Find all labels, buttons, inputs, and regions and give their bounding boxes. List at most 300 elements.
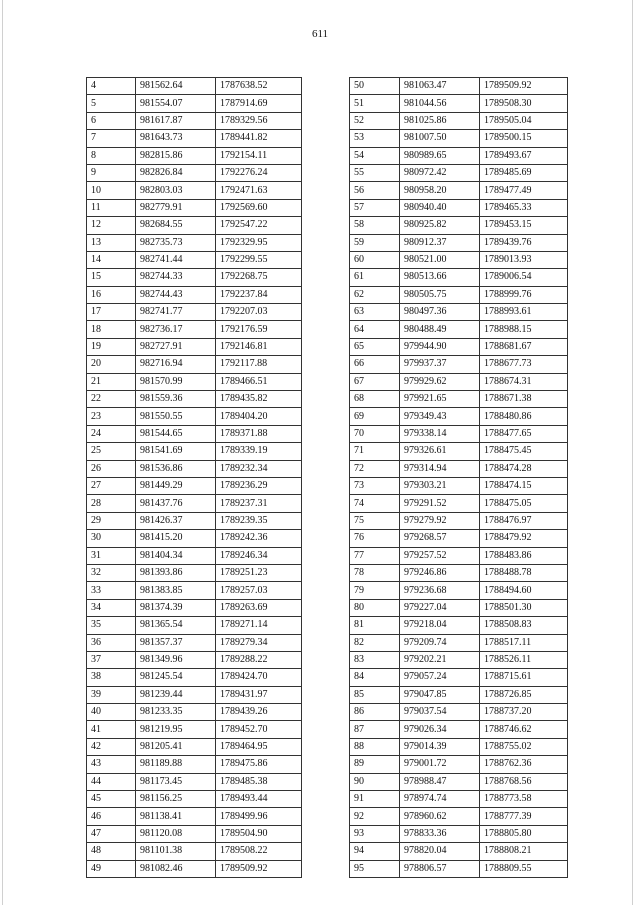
point-number-cell: 77 [350,547,400,564]
y-coordinate-cell: 1788494.60 [480,582,568,599]
table-row [350,669,568,686]
x-coordinate-cell: 982826.84 [136,164,216,181]
point-number-cell: 12 [87,217,136,234]
x-coordinate-cell: 981357.37 [136,634,216,651]
table-row [87,530,302,547]
x-coordinate-cell: 978988.47 [400,773,480,790]
table-row [350,147,568,164]
table-row [87,147,302,164]
y-coordinate-cell: 1789424.70 [216,669,302,686]
y-coordinate-cell: 1792207.03 [216,304,302,321]
x-coordinate-cell: 981559.36 [136,391,216,408]
coordinate-table-left [86,77,302,878]
y-coordinate-cell: 1787914.69 [216,95,302,112]
point-number-cell: 8 [87,147,136,164]
y-coordinate-cell: 1789251.23 [216,564,302,581]
table-row [87,860,302,877]
x-coordinate-cell: 982735.73 [136,234,216,251]
point-number-cell: 15 [87,269,136,286]
point-number-cell: 70 [350,425,400,442]
x-coordinate-cell: 979218.04 [400,617,480,634]
point-number-cell: 64 [350,321,400,338]
point-number-cell: 59 [350,234,400,251]
y-coordinate-cell: 1789464.95 [216,738,302,755]
point-number-cell: 66 [350,356,400,373]
point-number-cell: 34 [87,599,136,616]
y-coordinate-cell: 1789466.51 [216,373,302,390]
y-coordinate-cell: 1788508.83 [480,617,568,634]
x-coordinate-cell: 979268.57 [400,530,480,547]
y-coordinate-cell: 1792471.63 [216,182,302,199]
table-row [87,651,302,668]
point-number-cell: 57 [350,199,400,216]
point-number-cell: 75 [350,512,400,529]
table-row [350,477,568,494]
y-coordinate-cell: 1789505.04 [480,112,568,129]
y-coordinate-cell: 1788488.78 [480,564,568,581]
x-coordinate-cell: 981643.73 [136,130,216,147]
x-coordinate-cell: 980513.66 [400,269,480,286]
y-coordinate-cell: 1788805.80 [480,825,568,842]
x-coordinate-cell: 981205.41 [136,738,216,755]
table-row [350,321,568,338]
table-row [87,408,302,425]
x-coordinate-cell: 981617.87 [136,112,216,129]
y-coordinate-cell: 1789339.19 [216,443,302,460]
y-coordinate-cell: 1788474.28 [480,460,568,477]
y-coordinate-cell: 1789404.20 [216,408,302,425]
point-number-cell: 81 [350,617,400,634]
y-coordinate-cell: 1789439.26 [216,704,302,721]
point-number-cell: 93 [350,825,400,842]
point-number-cell: 39 [87,686,136,703]
table-row [350,721,568,738]
table-row [87,773,302,790]
x-coordinate-cell: 981393.86 [136,564,216,581]
table-row [350,738,568,755]
table-row [350,199,568,216]
x-coordinate-cell: 978960.62 [400,808,480,825]
x-coordinate-cell: 981404.34 [136,547,216,564]
table-row [350,338,568,355]
x-coordinate-cell: 980940.40 [400,199,480,216]
x-coordinate-cell: 981044.56 [400,95,480,112]
x-coordinate-cell: 979338.14 [400,425,480,442]
point-number-cell: 25 [87,443,136,460]
y-coordinate-cell: 1789013.93 [480,251,568,268]
y-coordinate-cell: 1789441.82 [216,130,302,147]
x-coordinate-cell: 980497.36 [400,304,480,321]
point-number-cell: 33 [87,582,136,599]
x-coordinate-cell: 979026.34 [400,721,480,738]
table-row [87,617,302,634]
table-row [350,443,568,460]
point-number-cell: 19 [87,338,136,355]
x-coordinate-cell: 982684.55 [136,217,216,234]
x-coordinate-cell: 979047.85 [400,686,480,703]
point-number-cell: 82 [350,634,400,651]
table-row [87,304,302,321]
table-row [87,477,302,494]
table-row [350,773,568,790]
x-coordinate-cell: 981449.29 [136,477,216,494]
y-coordinate-cell: 1792117.88 [216,356,302,373]
table-row [350,756,568,773]
x-coordinate-cell: 981156.25 [136,791,216,808]
point-number-cell: 31 [87,547,136,564]
table-row [350,130,568,147]
point-number-cell: 91 [350,791,400,808]
point-number-cell: 5 [87,95,136,112]
point-number-cell: 85 [350,686,400,703]
y-coordinate-cell: 1792268.75 [216,269,302,286]
y-coordinate-cell: 1789453.15 [480,217,568,234]
x-coordinate-cell: 978820.04 [400,843,480,860]
table-row [87,112,302,129]
table-row [350,634,568,651]
y-coordinate-cell: 1789508.30 [480,95,568,112]
table-row [350,112,568,129]
y-coordinate-cell: 1789509.92 [480,78,568,95]
x-coordinate-cell: 981437.76 [136,495,216,512]
y-coordinate-cell: 1788762.36 [480,756,568,773]
table-row [87,391,302,408]
table-row [350,547,568,564]
x-coordinate-cell: 979236.68 [400,582,480,599]
table-row [350,495,568,512]
y-coordinate-cell: 1788768.56 [480,773,568,790]
y-coordinate-cell: 1788517.11 [480,634,568,651]
point-number-cell: 78 [350,564,400,581]
x-coordinate-cell: 980972.42 [400,164,480,181]
y-coordinate-cell: 1788777.39 [480,808,568,825]
y-coordinate-cell: 1789485.69 [480,164,568,181]
point-number-cell: 53 [350,130,400,147]
y-coordinate-cell: 1788671.38 [480,391,568,408]
table-row [87,78,302,95]
point-number-cell: 30 [87,530,136,547]
point-number-cell: 88 [350,738,400,755]
y-coordinate-cell: 1789237.31 [216,495,302,512]
y-coordinate-cell: 1788476.97 [480,512,568,529]
y-coordinate-cell: 1788477.65 [480,425,568,442]
y-coordinate-cell: 1792276.24 [216,164,302,181]
x-coordinate-cell: 981365.54 [136,617,216,634]
y-coordinate-cell: 1789431.97 [216,686,302,703]
point-number-cell: 44 [87,773,136,790]
x-coordinate-cell: 982741.44 [136,251,216,268]
point-number-cell: 65 [350,338,400,355]
y-coordinate-cell: 1788808.21 [480,843,568,860]
y-coordinate-cell: 1789500.15 [480,130,568,147]
y-coordinate-cell: 1789246.34 [216,547,302,564]
y-coordinate-cell: 1792547.22 [216,217,302,234]
y-coordinate-cell: 1792299.55 [216,251,302,268]
x-coordinate-cell: 981101.38 [136,843,216,860]
table-row [87,686,302,703]
point-number-cell: 28 [87,495,136,512]
y-coordinate-cell: 1792154.11 [216,147,302,164]
x-coordinate-cell: 982741.77 [136,304,216,321]
table-row [87,843,302,860]
x-coordinate-cell: 981138.41 [136,808,216,825]
x-coordinate-cell: 979209.74 [400,634,480,651]
table-row [350,217,568,234]
point-number-cell: 94 [350,843,400,860]
x-coordinate-cell: 979937.37 [400,356,480,373]
table-row [350,269,568,286]
y-coordinate-cell: 1788993.61 [480,304,568,321]
y-coordinate-cell: 1788674.31 [480,373,568,390]
point-number-cell: 38 [87,669,136,686]
table-row [350,651,568,668]
y-coordinate-cell: 1789504.90 [216,825,302,842]
y-coordinate-cell: 1789288.22 [216,651,302,668]
point-number-cell: 84 [350,669,400,686]
y-coordinate-cell: 1788999.76 [480,286,568,303]
point-number-cell: 56 [350,182,400,199]
y-coordinate-cell: 1788501.30 [480,599,568,616]
x-coordinate-cell: 979303.21 [400,477,480,494]
point-number-cell: 74 [350,495,400,512]
x-coordinate-cell: 978806.57 [400,860,480,877]
y-coordinate-cell: 1789271.14 [216,617,302,634]
y-coordinate-cell: 1789435.82 [216,391,302,408]
table-row [87,199,302,216]
x-coordinate-cell: 980989.65 [400,147,480,164]
table-row [350,425,568,442]
table-row [87,269,302,286]
point-number-cell: 13 [87,234,136,251]
point-number-cell: 95 [350,860,400,877]
table-row [350,599,568,616]
x-coordinate-cell: 980521.00 [400,251,480,268]
y-coordinate-cell: 1788480.86 [480,408,568,425]
x-coordinate-cell: 980912.37 [400,234,480,251]
y-coordinate-cell: 1789465.33 [480,199,568,216]
table-row [87,460,302,477]
table-row [350,286,568,303]
point-number-cell: 67 [350,373,400,390]
point-number-cell: 61 [350,269,400,286]
point-number-cell: 42 [87,738,136,755]
table-row [350,95,568,112]
table-row [350,564,568,581]
point-number-cell: 62 [350,286,400,303]
y-coordinate-cell: 1789232.34 [216,460,302,477]
y-coordinate-cell: 1788681.67 [480,338,568,355]
y-coordinate-cell: 1789329.56 [216,112,302,129]
point-number-cell: 27 [87,477,136,494]
table-row [87,373,302,390]
point-number-cell: 21 [87,373,136,390]
y-coordinate-cell: 1789485.38 [216,773,302,790]
point-number-cell: 52 [350,112,400,129]
table-row [87,130,302,147]
table-row [87,704,302,721]
x-coordinate-cell: 982736.17 [136,321,216,338]
y-coordinate-cell: 1792176.59 [216,321,302,338]
x-coordinate-cell: 982744.33 [136,269,216,286]
y-coordinate-cell: 1788475.05 [480,495,568,512]
point-number-cell: 60 [350,251,400,268]
point-number-cell: 10 [87,182,136,199]
x-coordinate-cell: 981562.64 [136,78,216,95]
point-number-cell: 11 [87,199,136,216]
table-row [350,251,568,268]
table-row [87,286,302,303]
table-row [350,791,568,808]
x-coordinate-cell: 981063.47 [400,78,480,95]
table-row [87,669,302,686]
point-number-cell: 48 [87,843,136,860]
point-number-cell: 51 [350,95,400,112]
x-coordinate-cell: 981219.95 [136,721,216,738]
table-row [87,791,302,808]
y-coordinate-cell: 1792329.95 [216,234,302,251]
x-coordinate-cell: 981426.37 [136,512,216,529]
y-coordinate-cell: 1792569.60 [216,199,302,216]
table-row [350,182,568,199]
x-coordinate-cell: 979929.62 [400,373,480,390]
y-coordinate-cell: 1789508.22 [216,843,302,860]
x-coordinate-cell: 981374.39 [136,599,216,616]
y-coordinate-cell: 1788474.15 [480,477,568,494]
table-row [87,495,302,512]
y-coordinate-cell: 1789242.36 [216,530,302,547]
y-coordinate-cell: 1788726.85 [480,686,568,703]
table-row [87,95,302,112]
point-number-cell: 16 [87,286,136,303]
table-row [350,530,568,547]
page-number: 611 [311,28,329,40]
table-row [87,547,302,564]
point-number-cell: 68 [350,391,400,408]
table-row [87,756,302,773]
x-coordinate-cell: 981383.85 [136,582,216,599]
point-number-cell: 24 [87,425,136,442]
table-row [87,321,302,338]
point-number-cell: 43 [87,756,136,773]
y-coordinate-cell: 1789279.34 [216,634,302,651]
table-row [350,686,568,703]
table-row [350,825,568,842]
x-coordinate-cell: 979279.92 [400,512,480,529]
point-number-cell: 41 [87,721,136,738]
table-row [87,164,302,181]
x-coordinate-cell: 981415.20 [136,530,216,547]
table-row [87,738,302,755]
table-row [350,164,568,181]
x-coordinate-cell: 981245.54 [136,669,216,686]
point-number-cell: 72 [350,460,400,477]
right-margin-line [632,0,633,905]
table-row [87,356,302,373]
point-number-cell: 83 [350,651,400,668]
point-number-cell: 49 [87,860,136,877]
y-coordinate-cell: 1789499.96 [216,808,302,825]
y-coordinate-cell: 1792237.84 [216,286,302,303]
table-row [87,512,302,529]
table-row [350,808,568,825]
y-coordinate-cell: 1788483.86 [480,547,568,564]
x-coordinate-cell: 979227.04 [400,599,480,616]
point-number-cell: 73 [350,477,400,494]
table-row [350,512,568,529]
y-coordinate-cell: 1789493.67 [480,147,568,164]
point-number-cell: 45 [87,791,136,808]
y-coordinate-cell: 1788988.15 [480,321,568,338]
y-coordinate-cell: 1788809.55 [480,860,568,877]
y-coordinate-cell: 1788737.20 [480,704,568,721]
point-number-cell: 22 [87,391,136,408]
table-row [87,808,302,825]
point-number-cell: 80 [350,599,400,616]
x-coordinate-cell: 981544.65 [136,425,216,442]
y-coordinate-cell: 1789371.88 [216,425,302,442]
x-coordinate-cell: 982815.86 [136,147,216,164]
y-coordinate-cell: 1789493.44 [216,791,302,808]
y-coordinate-cell: 1788475.45 [480,443,568,460]
table-row [350,78,568,95]
point-number-cell: 23 [87,408,136,425]
x-coordinate-cell: 981233.35 [136,704,216,721]
y-coordinate-cell: 1789239.35 [216,512,302,529]
x-coordinate-cell: 981349.96 [136,651,216,668]
point-number-cell: 14 [87,251,136,268]
x-coordinate-cell: 981189.88 [136,756,216,773]
x-coordinate-cell: 979037.54 [400,704,480,721]
table-row [87,251,302,268]
x-coordinate-cell: 979314.94 [400,460,480,477]
table-row [350,704,568,721]
coordinate-table-right [349,77,568,878]
point-number-cell: 37 [87,651,136,668]
y-coordinate-cell: 1788715.61 [480,669,568,686]
y-coordinate-cell: 1788755.02 [480,738,568,755]
x-coordinate-cell: 980958.20 [400,182,480,199]
y-coordinate-cell: 1788773.58 [480,791,568,808]
table-row [87,825,302,842]
table-row [87,634,302,651]
y-coordinate-cell: 1789439.76 [480,234,568,251]
x-coordinate-cell: 981536.86 [136,460,216,477]
table-row [87,217,302,234]
x-coordinate-cell: 980488.49 [400,321,480,338]
x-coordinate-cell: 978833.36 [400,825,480,842]
y-coordinate-cell: 1789477.49 [480,182,568,199]
point-number-cell: 47 [87,825,136,842]
x-coordinate-cell: 981120.08 [136,825,216,842]
x-coordinate-cell: 982744.43 [136,286,216,303]
table-row [87,182,302,199]
point-number-cell: 50 [350,78,400,95]
table-row [350,234,568,251]
x-coordinate-cell: 979001.72 [400,756,480,773]
point-number-cell: 20 [87,356,136,373]
point-number-cell: 92 [350,808,400,825]
table-row [87,721,302,738]
x-coordinate-cell: 979326.61 [400,443,480,460]
point-number-cell: 32 [87,564,136,581]
x-coordinate-cell: 979944.90 [400,338,480,355]
table-row [350,460,568,477]
x-coordinate-cell: 980925.82 [400,217,480,234]
y-coordinate-cell: 1789263.69 [216,599,302,616]
point-number-cell: 90 [350,773,400,790]
x-coordinate-cell: 978974.74 [400,791,480,808]
y-coordinate-cell: 1787638.52 [216,78,302,95]
